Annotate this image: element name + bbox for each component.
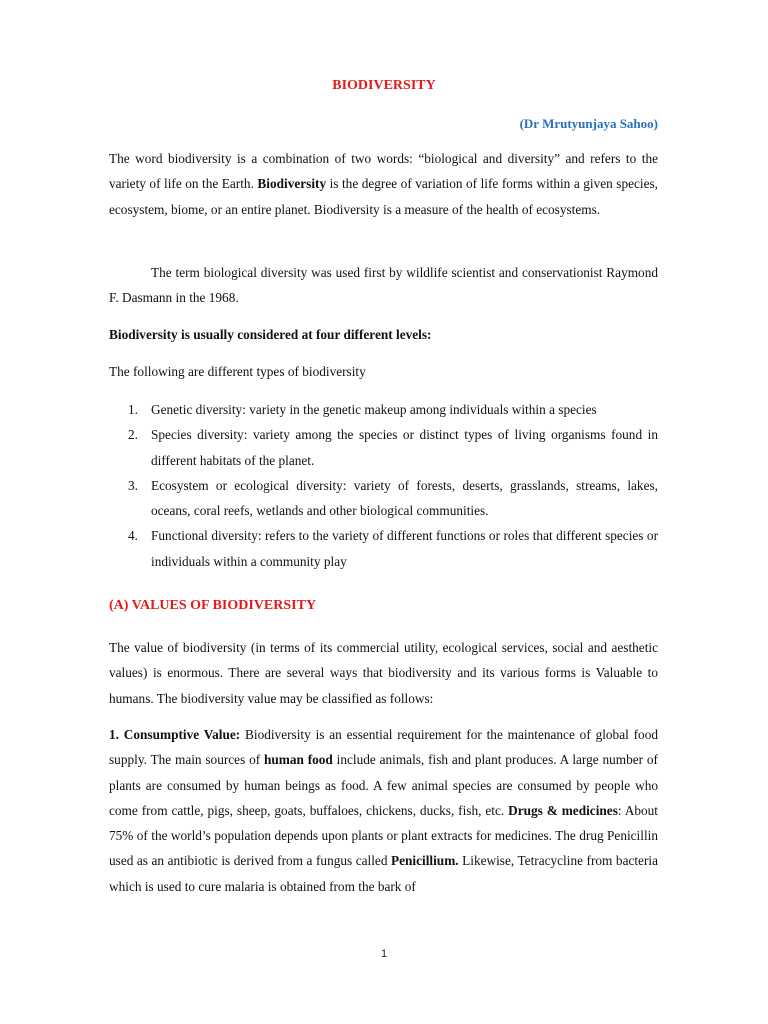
list-item-number: 3.: [128, 477, 138, 493]
consumptive-value-paragraph: [109, 722, 658, 899]
consumptive-text-2: include animals, fish and plant produces. A large number of plants are consumed by human beings as food. A few animal species are consumed by people who come from cattle, pigs, sheep, goats, buffaloes, chickens, ducks, fish, etc.: [109, 752, 658, 818]
section-heading-values: (A) VALUES OF BIODIVERSITY: [109, 598, 317, 613]
list-item-number: 4.: [128, 528, 138, 544]
levels-heading: Biodiversity is usually considered at four different levels:: [109, 327, 432, 342]
list-item: [109, 397, 658, 422]
bold-term-human-food: human food: [263, 752, 333, 768]
intro-text-2: is the degree of variation of life forms within a given species, ecosystem, biome, or an entire planet. Biodiversity is a measure of the health of ecosystems.: [109, 176, 658, 217]
consumptive-text-3: : About 75% of the world’s population depends upon plants or plant extracts for medicines. The drug Penicillin used as an antibiotic is derived from a fungus called: [109, 802, 658, 869]
list-item-text: Species diversity: variety among the species or distinct types of living organisms found in different habitats of the planet.: [151, 427, 658, 468]
consumptive-text-1: Biodiversity is an essential requirement for the maintenance of global food supply. The main sources of: [109, 727, 658, 768]
biodiversity-types-list: [109, 397, 658, 574]
list-item: [109, 523, 658, 574]
list-item-text: Genetic diversity: variety in the genetic makeup among individuals within a species: [151, 402, 597, 417]
history-paragraph: The term biological diversity was used first by wildlife scientist and conservationist Raymond F. Dasmann in the 1968.: [109, 265, 658, 306]
list-item: [109, 473, 658, 524]
page-number: 1: [380, 948, 388, 960]
list-item-number: 2.: [128, 427, 138, 443]
intro-paragraph: [109, 146, 658, 222]
types-intro: The following are different types of biodiversity: [109, 364, 366, 379]
consumptive-heading: 1. Consumptive Value:: [109, 727, 241, 742]
list-item: [109, 422, 658, 473]
intro-bold-term: Biodiversity: [257, 176, 327, 192]
intro-text-1: The word biodiversity is a combination of two words: “biological and diversity” and refers to the variety of life on the Earth.: [109, 151, 658, 192]
list-item-text: Functional diversity: refers to the variety of different functions or roles that different species or individuals within a community play: [151, 528, 658, 569]
bold-term-drugs: Drugs & medicines: [508, 802, 618, 818]
bold-term-penicillium: Penicillium.: [391, 853, 459, 869]
list-item-text: Ecosystem or ecological diversity: variety of forests, deserts, grasslands, streams, lakes, oceans, coral reefs, wetlands and other biological communities.: [151, 477, 658, 519]
list-item-number: 1.: [128, 402, 138, 417]
consumptive-text-4: Likewise, Tetracycline from bacteria which is used to cure malaria is obtained from the bark of: [109, 853, 658, 894]
document-title: BIODIVERSITY: [332, 78, 436, 93]
author-credit: (Dr Mrutyunjaya Sahoo): [519, 116, 658, 131]
values-paragraph: The value of biodiversity (in terms of its commercial utility, ecological services, social and aesthetic values) is enormous. There are several ways that biodiversity and its various forms is Valuable to humans. The biodiversity value may be classified as follows:: [109, 640, 658, 706]
